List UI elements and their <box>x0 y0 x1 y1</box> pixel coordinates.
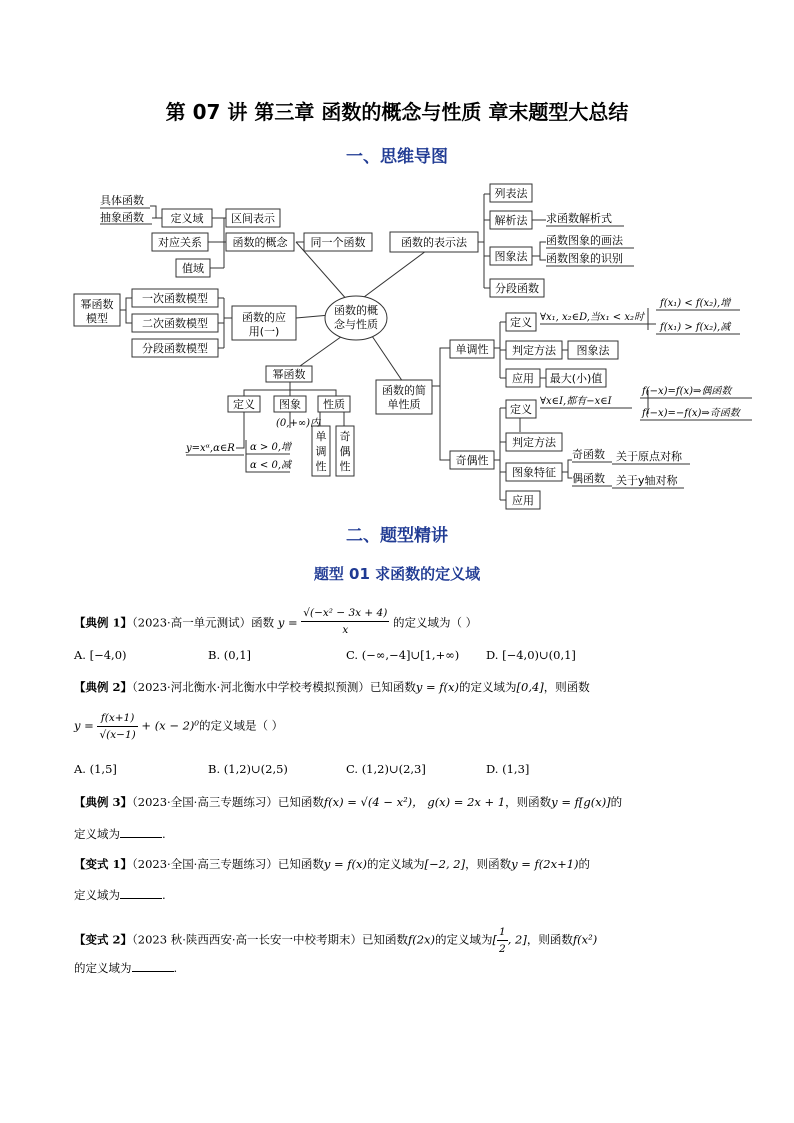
q3-tail2: 的 <box>610 795 623 809</box>
mm-power-model-1: 幂函数 <box>80 298 114 311</box>
mm-par-apply: 应用 <box>512 494 534 507</box>
mm-even: f(−x)=f(x)⇒偶函数 <box>642 386 732 397</box>
mm-find-expr: 求函数解析式 <box>546 212 612 225</box>
q5-line2: 的定义域为 <box>74 961 132 975</box>
q4-tail2: 的 <box>578 857 591 871</box>
q2-numerator: f(x+1) <box>97 710 137 727</box>
q2-plus: + (x − 2)⁰ <box>141 718 200 733</box>
q2-fx: y = f(x) <box>415 680 460 694</box>
q4-line2: 定义域为 <box>74 888 120 902</box>
q5-fx2: f(x²) <box>572 932 598 947</box>
q2-domain: [0,4] <box>516 680 544 694</box>
q1-tail: 的定义域为（ ） <box>393 615 478 630</box>
q2-denominator: √(x−1) <box>99 729 136 741</box>
q3-g: ， g(x) = 2x + 1 <box>412 795 506 809</box>
section-heading-mindmap: 一、思维导图 <box>346 147 448 167</box>
q2-y: y = <box>74 718 94 733</box>
question-4 <box>74 856 590 872</box>
question-1 <box>74 607 477 640</box>
q1-option-a: A. [−4,0) <box>74 648 127 662</box>
q5-dom-l: [ <box>492 932 498 947</box>
page-title: 第 07 讲 第三章 函数的概念与性质 章末题型大总结 <box>165 100 629 124</box>
topic-heading: 题型 01 求函数的定义域 <box>313 565 481 583</box>
svg-text:调: 调 <box>315 445 327 458</box>
mm-identify: 函数图象的识别 <box>546 252 623 265</box>
mm-list: 列表法 <box>494 187 528 200</box>
mm-feature: 图象特征 <box>512 466 556 479</box>
question-5 <box>74 924 597 957</box>
q5-f2x: f(2x) <box>408 932 436 947</box>
mind-map <box>0 170 794 507</box>
mm-center-1: 函数的概 <box>334 304 378 317</box>
q5-dom-den: 2 <box>499 943 506 955</box>
question-2-line2 <box>74 710 283 743</box>
q5-tail: ，则函数 <box>526 932 573 947</box>
mm-yaxis: 关于y轴对称 <box>616 474 678 487</box>
mm-simple-2: 单性质 <box>387 398 421 411</box>
mm-apply: 应用 <box>512 372 534 385</box>
q2-option-b: B. (1,2)∪(2,5) <box>208 762 288 776</box>
mm-power-formula: y=xᵅ,α∈R <box>186 443 235 454</box>
mm-odd: f(−x)=−f(x)⇒奇函数 <box>642 408 740 419</box>
q5-source: （2023 秋·陕西西安·高一长安一中校考期末）已知函数 <box>132 932 408 947</box>
q3-line2: 定义域为 <box>74 827 120 841</box>
q2-tail: ，则函数 <box>543 680 590 694</box>
mm-origin: 关于原点对称 <box>616 450 682 463</box>
mm-maxmin: 最大(小)值 <box>549 372 603 385</box>
mm-inc: f(x₁) < f(x₂),增 <box>660 298 731 309</box>
mm-app-2: 用(一) <box>248 325 280 338</box>
q3-comp: y = f[g(x)] <box>551 795 611 809</box>
mm-domain: 定义域 <box>170 212 204 225</box>
mm-odd-f: 奇函数 <box>572 448 605 461</box>
mm-par-cond: ∀x∈I,都有−x∈I <box>540 396 612 407</box>
q1-option-d: D. [−4,0)∪(0,1] <box>486 648 576 662</box>
q4-mid: 的定义域为 <box>367 857 425 871</box>
mm-range: 值域 <box>182 262 204 275</box>
mm-mono-def: 定义 <box>510 316 532 329</box>
q2-tail2: 的定义域是（ ） <box>199 718 284 733</box>
question-3-line2 <box>74 826 166 842</box>
q2-fraction <box>97 710 137 743</box>
mm-even-f: 偶函数 <box>572 472 605 485</box>
mm-alpha-pos: α > 0,增 <box>250 442 292 453</box>
q5-answer-blank[interactable] <box>132 961 174 972</box>
mm-concept: 函数的概念 <box>232 236 288 249</box>
q2-option-a: A. (1,5] <box>74 762 117 776</box>
mm-center-2: 念与性质 <box>334 318 378 331</box>
q1-fraction <box>301 605 389 638</box>
q1-denominator: x <box>342 624 349 636</box>
q4-end: . <box>162 888 166 902</box>
q3-f: f(x) = √(4 − x²) <box>323 795 413 809</box>
mm-alpha-neg: α < 0,减 <box>250 460 292 471</box>
q3-source: （2023·全国·高三专题练习）已知函数 <box>132 795 324 809</box>
svg-text:性: 性 <box>315 460 327 473</box>
mm-repr: 函数的表示法 <box>401 236 467 249</box>
q4-comp: y = f(2x+1) <box>511 857 579 871</box>
mm-power-model-2: 模型 <box>86 312 108 325</box>
q5-dom-num: 1 <box>497 924 508 941</box>
question-2 <box>74 679 590 695</box>
q4-tail: ，则函数 <box>465 857 512 871</box>
mm-app-1: 函数的应 <box>242 311 286 324</box>
mm-power: 幂函数 <box>272 368 306 381</box>
q4-domain: [−2, 2] <box>424 857 466 871</box>
mm-draw: 函数图象的画法 <box>546 234 623 247</box>
mm-power-def: 定义 <box>233 398 255 411</box>
mm-mono-v1: 单 <box>315 430 327 443</box>
q2-option-c: C. (1,2)∪(2,3] <box>346 762 426 776</box>
mm-abstract: 抽象函数 <box>100 211 144 224</box>
q5-mid: 的定义域为 <box>435 932 493 947</box>
q1-y: y = <box>277 615 298 630</box>
mm-mono: 单调性 <box>455 343 489 356</box>
mm-power-prop: 性质 <box>323 398 345 411</box>
q3-tag: 【典例 3】 <box>74 795 133 809</box>
q4-source: （2023·全国·高三专题练习）已知函数 <box>132 857 324 871</box>
q3-answer-blank[interactable] <box>120 827 162 838</box>
mm-dec: f(x₁) > f(x₂),减 <box>660 322 731 333</box>
question-3 <box>74 794 622 810</box>
section-heading-problems: 二、题型精讲 <box>346 526 448 546</box>
q4-answer-blank[interactable] <box>120 888 162 899</box>
mm-analytic: 解析法 <box>494 214 528 227</box>
mm-model3: 分段函数模型 <box>142 342 208 355</box>
q3-end: . <box>162 827 166 841</box>
q5-dom-frac <box>497 924 508 957</box>
q5-tag: 【变式 2】 <box>74 932 133 947</box>
mm-model2: 二次函数模型 <box>142 317 208 330</box>
q1-tag: 【典例 1】 <box>74 615 133 630</box>
mm-piecewise: 分段函数 <box>495 282 539 295</box>
mm-interval: 区间表示 <box>231 212 275 225</box>
q4-fx: y = f(x) <box>323 857 368 871</box>
q2-tag: 【典例 2】 <box>74 680 133 694</box>
mm-power-in: (0,+∞)内 <box>276 418 321 429</box>
mm-model1: 一次函数模型 <box>142 292 208 305</box>
mm-mono-cond: ∀x₁, x₂∈D,当x₁ < x₂时 <box>540 312 644 323</box>
q1-numerator: √(−x² − 3x + 4) <box>301 605 389 622</box>
q1-option-b: B. (0,1] <box>208 648 252 662</box>
svg-text:偶: 偶 <box>339 445 351 458</box>
mm-concrete: 具体函数 <box>100 194 144 207</box>
q3-tail: ，则函数 <box>505 795 552 809</box>
mm-parity: 奇偶性 <box>455 454 489 467</box>
q1-option-c: C. (−∞,−4]∪[1,+∞) <box>346 648 460 662</box>
mm-same-func: 同一个函数 <box>310 236 366 249</box>
q2-mid: 的定义域为 <box>459 680 517 694</box>
svg-text:性: 性 <box>339 460 351 473</box>
mm-mapping: 对应关系 <box>158 236 202 249</box>
q4-tag: 【变式 1】 <box>74 857 133 871</box>
q2-source: （2023·河北衡水·河北衡水中学校考模拟预测）已知函数 <box>132 680 416 694</box>
question-5-line2 <box>74 960 177 976</box>
mm-judge: 判定方法 <box>512 344 556 357</box>
mm-simple-1: 函数的简 <box>382 384 426 397</box>
mm-par-v1: 奇 <box>339 430 351 443</box>
mm-graph-method: 图象法 <box>576 344 610 357</box>
q5-dom-r: , 2] <box>507 932 527 947</box>
mm-power-img: 图象 <box>279 398 301 411</box>
mm-graph: 图象法 <box>494 250 528 263</box>
q5-end: . <box>173 961 178 975</box>
q2-option-d: D. (1,3] <box>486 762 530 776</box>
mm-par-judge: 判定方法 <box>512 436 556 449</box>
question-4-line2 <box>74 887 166 903</box>
mm-par-def: 定义 <box>510 403 532 416</box>
q1-source: （2023·高一单元测试）函数 <box>132 615 275 630</box>
